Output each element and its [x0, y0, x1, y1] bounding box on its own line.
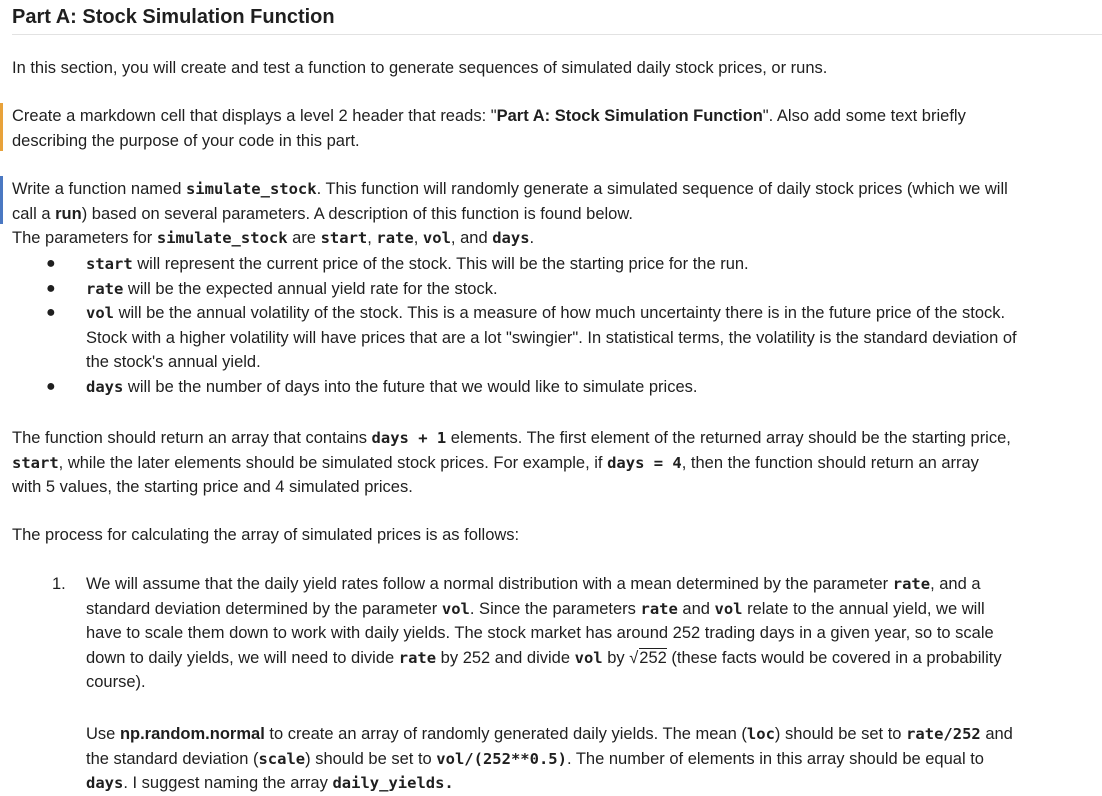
return-paragraph: The function should return an array that contains days + 1 elements. The first element of the returned array should be the starting price, start, while the later elements should be simulated stock prices. For example, if days = 4, then the function should return an array with 5 values, the starting price and 4 simulated prices. [12, 429, 1011, 496]
bullet-icon: ● [46, 377, 56, 395]
step-1-continued [52, 722, 1022, 796]
sqrt-radicand: 252 [639, 648, 667, 667]
step-number: 1. [52, 575, 66, 593]
parameter-list [40, 252, 1032, 399]
step-1 [52, 572, 1022, 695]
task-markdown-paragraph: Create a markdown cell that displays a level 2 header that reads: "Part A: Stock Simulation Function". Also add some text briefly describing the purpose of your code in this part. [12, 107, 966, 150]
step-1-text: We will assume that the daily yield rates follow a normal distribution with a mean determined by the parameter rate, and a standard deviation determined by the parameter vol. Since the parameters rate and vol relate to the annual yield, we will have to scale them down to work with daily yields. The stock market has around 252 trading days in a given year, so to scale down to daily yields, we will need to divide rate by 252 and divide vol by √252 (these facts would be covered in a probability course). [86, 575, 1002, 691]
bullet-icon: ● [46, 255, 56, 272]
orange-callout-bar [0, 103, 3, 151]
list-item: ● vol will be the annual volatility of the stock. This is a measure of how much uncertainty there is in the future price of the stock. Stock with a higher volatility will have prices that are a lot "swingier". In statistical terms, the volatility is the standard deviation of the stock's annual yield. [40, 301, 1032, 375]
bullet-icon: ● [46, 304, 56, 321]
bullet-icon: ● [46, 279, 56, 297]
list-item: ● start will represent the current price of the stock. This will be the starting price for the run. [40, 252, 1032, 277]
page-title: Part A: Stock Simulation Function [12, 2, 1102, 35]
blue-callout-bar [0, 176, 3, 224]
task-function-paragraph: Write a function named simulate_stock. This function will randomly generate a simulated sequence of daily stock prices (which we will call a run) based on several parameters. A description of this function is found below. The parameters for simulate_stock are start, rate, vol, and days. [12, 180, 1008, 247]
sqrt-symbol: √ [629, 648, 639, 667]
step-1b-text: Use np.random.normal to create an array of randomly generated daily yields. The mean (loc) should be set to rate/252 and the standard deviation (scale) should be set to vol/(252**0.5). The number of elements in this array should be equal to days. I suggest naming the array daily_yields. [86, 725, 1013, 792]
list-item: ● rate will be the expected annual yield rate for the stock. [40, 277, 1032, 302]
intro-paragraph: In this section, you will create and test a function to generate sequences of simulated daily stock prices, or runs. [12, 59, 828, 77]
list-item: ● days will be the number of days into the future that we would like to simulate prices. [40, 375, 1032, 400]
process-intro: The process for calculating the array of simulated prices is as follows: [12, 526, 520, 544]
